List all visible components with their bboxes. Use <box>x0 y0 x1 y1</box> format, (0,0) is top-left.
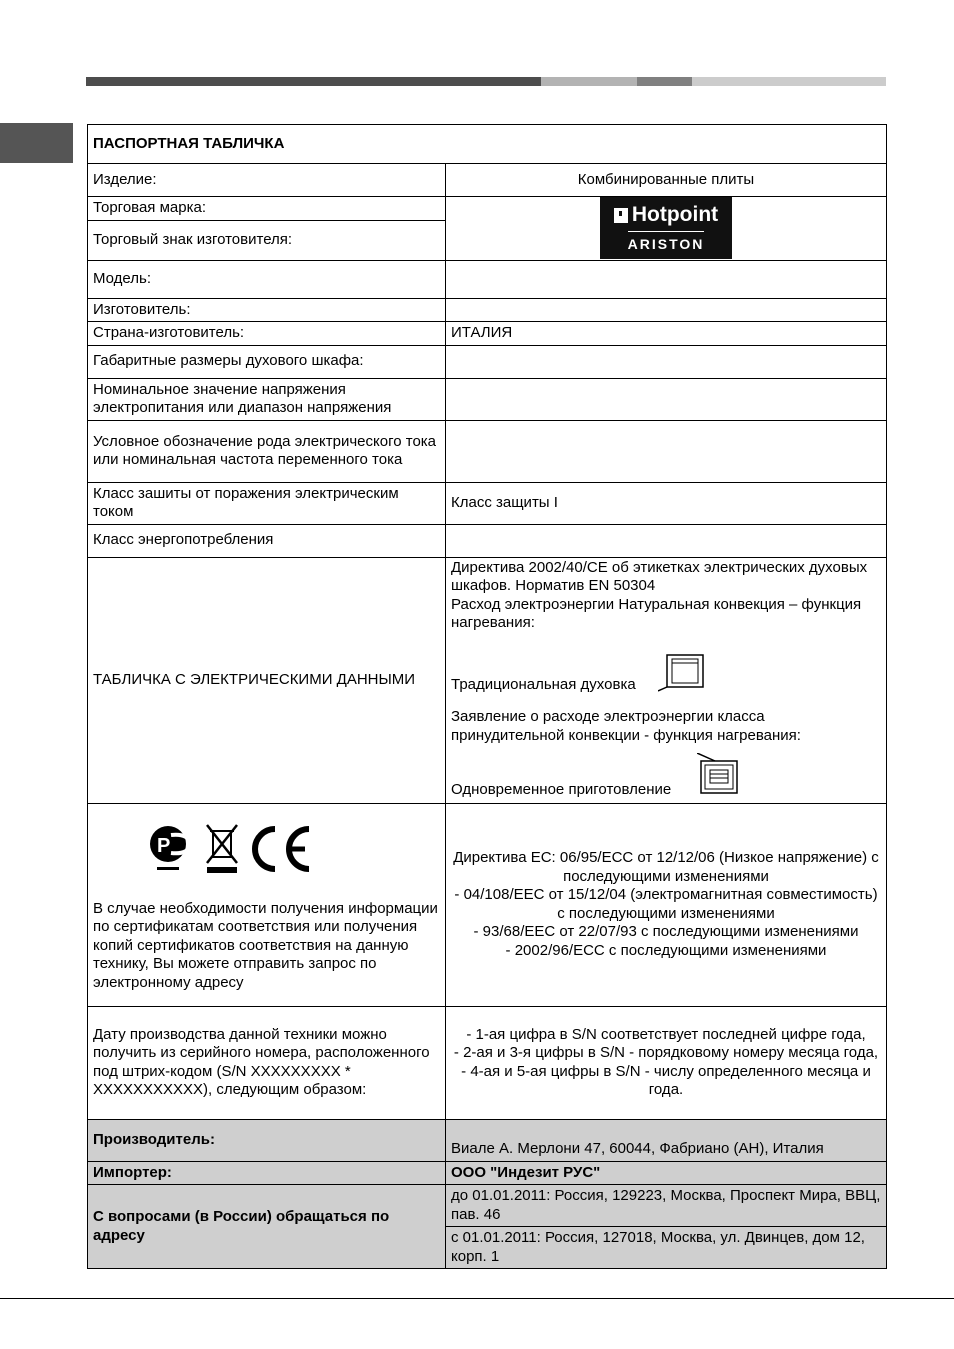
brand-logo-cell <box>446 197 887 261</box>
electric-data-cell <box>446 557 887 803</box>
contact-label: С вопросами (в России) обращаться по адресу <box>88 1185 446 1269</box>
weee-bin-icon <box>205 823 239 881</box>
contact-after-2011: с 01.01.2011: Россия, 127018, Москва, ул. Двинцев, дом 12, корп. 1 <box>446 1227 887 1269</box>
contact-before-2011: до 01.01.2011: Россия, 129223, Москва, Проспект Мира, ВВЦ, пав. 46 <box>446 1185 887 1227</box>
model-value <box>446 260 887 298</box>
simultaneous-cooking-label: Одновременное приготовление <box>451 781 672 798</box>
top-color-bar <box>86 77 886 86</box>
logo-mark-icon <box>614 208 628 223</box>
ce-mark-icon <box>247 823 313 881</box>
directive-emc-text: - 04/108/ЕЕС от 15/12/04 (электромагнитная совместимость) с последующими изменениями <box>454 886 878 922</box>
directive-weee-text: - 2002/96/ЕСС с последующими изменениями <box>505 941 827 959</box>
page-title: ПАСПОРТНАЯ ТАБЛИЧКА <box>88 125 887 164</box>
importer-value: ООО "Индезит РУС" <box>446 1161 887 1185</box>
serial-rule-year: - 1-ая цифра в S/N соответствует последней цифре года, <box>466 1025 866 1043</box>
production-date-text: Дату производства данной техники можно получить из серийного номера, расположенного под штрих-кодом (S/N XXXXXXXXX * XXXXXXXXXXX), следующим образом: <box>88 1006 446 1119</box>
voltage-value <box>446 378 887 420</box>
serial-rule-day: - 4-ая и 5-ая цифры в S/N - числу определенного месяца и года. <box>461 1062 871 1098</box>
producer-label: Производитель: <box>88 1119 446 1161</box>
gost-r-mark-icon <box>147 823 197 881</box>
importer-label: Импортер: <box>88 1161 446 1185</box>
manufacturer-value <box>446 298 887 322</box>
manufacturer-label: Изготовитель: <box>88 298 446 322</box>
brand-logo-bottom: ARISTON <box>628 231 705 254</box>
directive-lvd-text: Директива ЕС: 06/95/ЕСС от 12/12/06 (Низкое напряжение) с последующими изменениями <box>453 849 879 885</box>
electric-directive-text: Директива 2002/40/CE об этикетках электрических духовых шкафов. Норматив EN 50304 <box>451 558 868 594</box>
eu-directives-cell <box>446 803 887 1006</box>
conventional-oven-label: Традициональная духовка <box>451 675 636 693</box>
trademark-label: Торговая марка: <box>88 197 446 221</box>
side-tab-marker <box>0 123 73 163</box>
passport-table <box>87 124 887 1269</box>
dimensions-label: Габаритные размеры духового шкафа: <box>88 345 446 378</box>
electric-natural-convection-text: Расход электроэнергии Натуральная конвекция – функция нагревания: <box>451 595 862 631</box>
producer-value: Виале А. Мерлони 47, 60044, Фабриано (АН), Италия <box>446 1119 887 1161</box>
directive-93-68-text: - 93/68/ЕЕС от 22/07/93 с последующими изменениями <box>473 923 859 940</box>
bar-segment-pale <box>692 77 886 86</box>
protection-label: Класс зашиты от поражения электрическим током <box>88 482 446 524</box>
protection-value: Класс защиты I <box>446 482 887 524</box>
country-value: ИТАЛИЯ <box>446 322 887 346</box>
brand-logo-top: Hotpoint <box>631 203 719 226</box>
energy-label: Класс энергопотребления <box>88 524 446 557</box>
footer-rule <box>0 1298 954 1299</box>
model-label: Модель: <box>88 260 446 298</box>
electric-label: ТАБЛИЧКА С ЭЛЕКТРИЧЕСКИМИ ДАННЫМИ <box>88 557 446 803</box>
maker-mark-label: Торговый знак изготовителя: <box>88 220 446 260</box>
bar-segment-dark <box>86 77 541 86</box>
current-value <box>446 420 887 482</box>
product-value: Комбинированные плиты <box>446 164 887 197</box>
energy-value <box>446 524 887 557</box>
serial-rule-month: - 2-ая и 3-я цифры в S/N - порядковому номеру месяца года, <box>453 1044 879 1061</box>
bar-segment-light <box>541 77 637 86</box>
bar-segment-mid <box>637 77 692 86</box>
brand-logo <box>600 197 732 259</box>
forced-convection-text: Заявление о расходе электроэнергии класса принудительной конвекции - функция нагревания: <box>451 708 801 744</box>
current-label: Условное обозначение рода электрического тока или номинальная частота переменного тока <box>88 420 446 482</box>
certification-marks <box>147 824 440 880</box>
serial-rules-cell <box>446 1006 887 1119</box>
certificate-cell <box>88 803 446 1006</box>
svg-text:P: P <box>157 834 171 857</box>
country-label: Страна-изготовитель: <box>88 322 446 346</box>
dimensions-value <box>446 345 887 378</box>
product-label: Изделие: <box>88 164 446 197</box>
conventional-oven-icon <box>658 653 706 699</box>
certificate-request-text: В случае необходимости получения информации по сертификатам соответствия или получения копий сертификатов соответствия на данную технику, Вы можете отправить запрос по электронному адресу <box>93 899 438 991</box>
simultaneous-cooking-icon <box>697 753 739 801</box>
voltage-label: Номинальное значение напряжения электропитания или диапазон напряжения <box>88 378 446 420</box>
